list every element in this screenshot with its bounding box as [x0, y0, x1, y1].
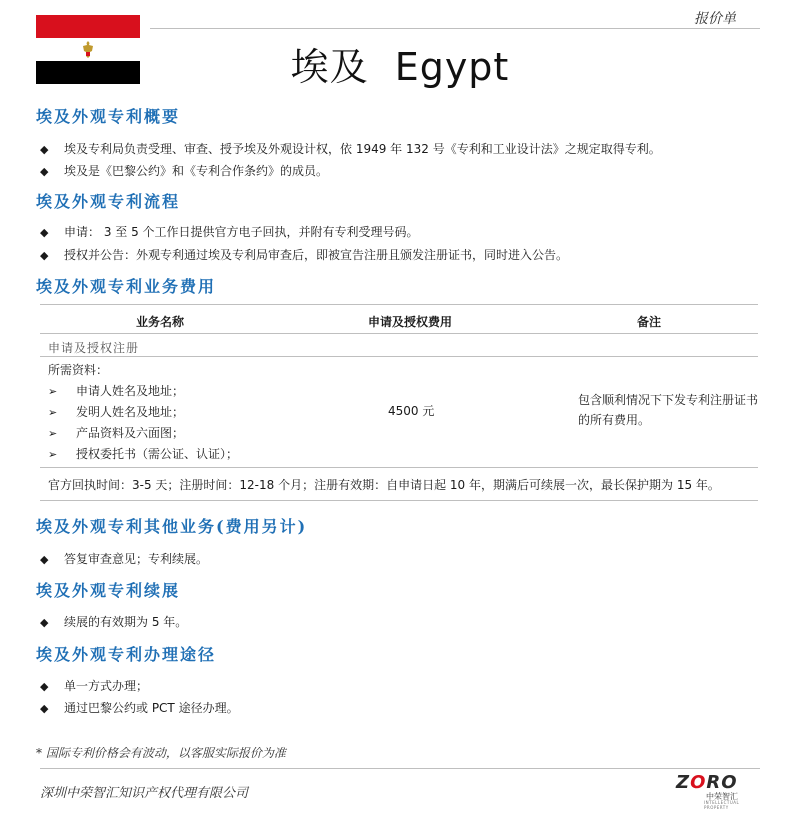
company-name: 深圳中荣智汇知识产权代理有限公司	[40, 786, 249, 801]
section-heading-process: 埃及外观专利流程	[36, 192, 181, 211]
bullet-icon: ◆	[40, 165, 49, 178]
table-top-border	[40, 304, 758, 305]
section-heading-overview: 埃及外观专利概要	[36, 107, 181, 126]
requirement-item-1: ➢ 申请人姓名及地址；	[48, 384, 185, 398]
logo-english-text: INTELLECTUAL PROPERTY	[704, 800, 740, 810]
doc-type-label: 报价单	[694, 11, 736, 27]
column-header-remark: 备注	[636, 315, 661, 329]
arrow-bullet-icon: ➢	[48, 385, 58, 398]
page-title	[0, 36, 800, 91]
bullet-icon: ◆	[40, 680, 49, 693]
column-header-fee: 申请及授权费用	[367, 315, 452, 329]
company-logo	[676, 772, 756, 810]
table-bottom-border	[40, 500, 758, 501]
flag-red-band	[36, 15, 140, 38]
bullet-icon: ◆	[40, 249, 49, 262]
bullet-icon: ◆	[40, 702, 49, 715]
table-row-divider	[40, 356, 758, 357]
price-footnote: * 国际专利价格会有波动，以客服实际报价为准	[36, 746, 286, 760]
overview-item-2: ◆ 埃及是《巴黎公约》和《专利合作条约》的成员。	[40, 164, 329, 178]
arrow-bullet-icon: ➢	[48, 427, 58, 440]
logo-chinese-text: 中荣智汇	[706, 792, 738, 801]
column-header-service: 业务名称	[135, 315, 184, 329]
process-item-2: ◆ 授权并公告：外观专利通过埃及专利局审查后，即被宣告注册且颁发注册证书，同时进入公告。	[40, 248, 569, 262]
overview-item-1: ◆ 埃及专利局负责受理、审查、授予埃及外观设计权，依 1949 年 132 号《专利和工业设计法》之规定取得专利。	[40, 142, 661, 156]
section-heading-channels: 埃及外观专利办理途径	[36, 645, 217, 664]
bullet-icon: ◆	[40, 226, 49, 239]
bullet-icon: ◆	[40, 553, 49, 566]
channels-item-2: ◆ 通过巴黎公约或 PCT 途径办理。	[40, 701, 239, 715]
table-header-divider	[40, 333, 758, 334]
bullet-icon: ◆	[40, 616, 49, 629]
bullet-icon: ◆	[40, 143, 49, 156]
timeline-note: 官方回执时间：3-5 天；注册时间：12-18 个月；注册有效期：自申请日起 10 年，期满后可续展一次，最长保护期为 15 年。	[48, 478, 720, 492]
requirements-label: 所需资料：	[48, 363, 109, 377]
renewal-item-1: ◆ 续展的有效期为 5 年。	[40, 615, 188, 629]
section-heading-other: 埃及外观专利其他业务(费用另计)	[36, 517, 308, 536]
fee-amount: 4500 元	[388, 404, 435, 418]
requirement-item-3: ➢ 产品资料及六面图；	[48, 426, 185, 440]
logo-mark: ZORO	[676, 772, 738, 793]
other-item-1: ◆ 答复审查意见；专利续展。	[40, 552, 209, 566]
arrow-bullet-icon: ➢	[48, 406, 58, 419]
service-name: 申请及授权注册	[48, 341, 140, 355]
requirement-item-4: ➢ 授权委托书（需公证、认证）；	[48, 447, 239, 461]
title-chinese: 埃及	[290, 45, 369, 89]
section-heading-renewal: 埃及外观专利续展	[36, 581, 181, 600]
header-divider	[150, 28, 760, 29]
arrow-bullet-icon: ➢	[48, 448, 58, 461]
fee-remark: 包含顺利情况下下发专利注册证书的所有费用。	[578, 393, 759, 427]
requirement-item-2: ➢ 发明人姓名及地址；	[48, 405, 185, 419]
table-row-divider	[40, 467, 758, 468]
section-heading-fees: 埃及外观专利业务费用	[36, 277, 217, 296]
process-item-1: ◆ 申请： 3 至 5 个工作日提供官方电子回执，并附有专利受理号码。	[40, 225, 419, 239]
footer-divider	[40, 768, 760, 769]
channels-item-1: ◆ 单一方式办理；	[40, 679, 149, 693]
title-english: Egypt	[394, 45, 510, 89]
